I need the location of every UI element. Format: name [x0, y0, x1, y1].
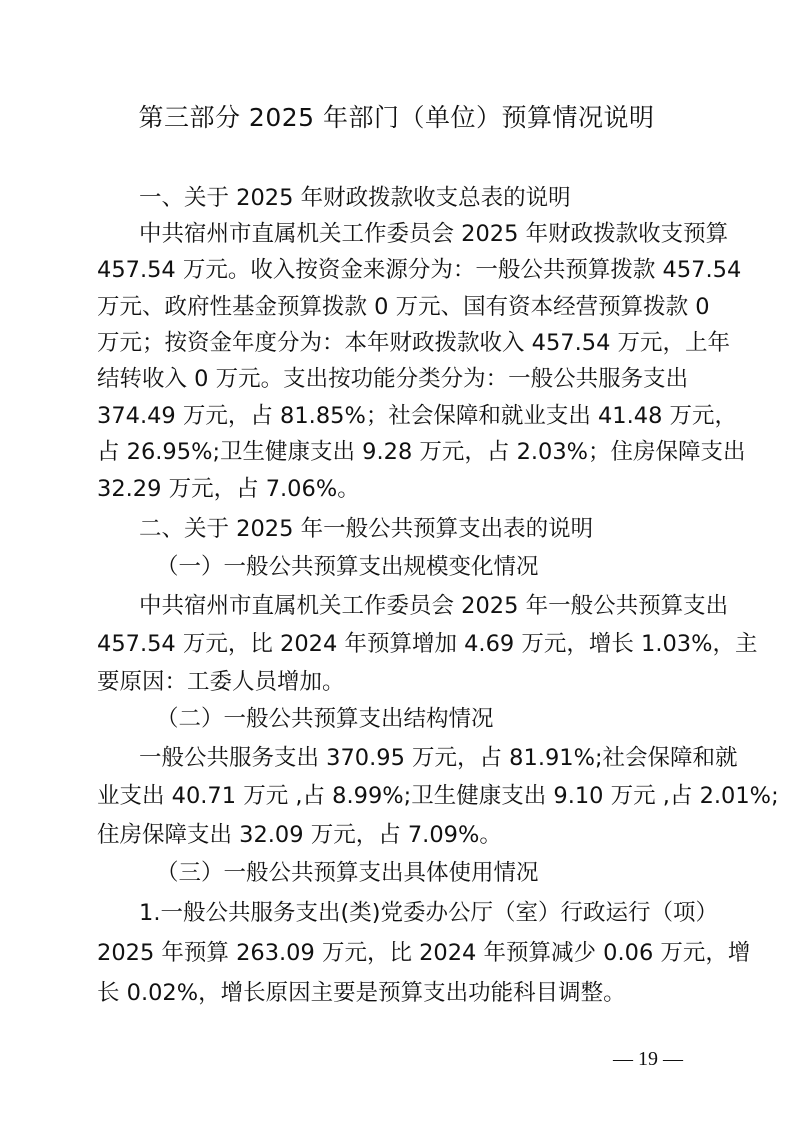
subsection-heading-1: （一）一般公共预算支出规模变化情况 [156, 554, 539, 580]
paragraph-line: 457.54 万元。收入按资金来源分为：一般公共预算拨款 457.54 [97, 257, 742, 283]
paragraph-line: 住房保障支出 32.09 万元，占 7.09%。 [97, 822, 502, 848]
paragraph-line: 万元；按资金年度分为：本年财政拨款收入 457.54 万元，上年 [97, 330, 731, 356]
paragraph-line: 中共宿州市直属机关工作委员会 2025 年一般公共预算支出 [139, 593, 729, 619]
paragraph-line: 32.29 万元，占 7.06%。 [97, 476, 360, 502]
page-number: — 19 — [613, 1048, 683, 1070]
subsection-heading-3: （三）一般公共预算支出具体使用情况 [156, 860, 539, 886]
paragraph-line: 要原因：工委人员增加。 [97, 669, 345, 695]
paragraph-line: 1.一般公共服务支出(类)党委办公厅（室）行政运行（项） [139, 900, 719, 926]
paragraph-line: 中共宿州市直属机关工作委员会 2025 年财政拨款收支预算 [139, 221, 729, 247]
paragraph-line: 一般公共服务支出 370.95 万元，占 81.91%;社会保障和就 [139, 745, 738, 771]
paragraph-line: 长 0.02%，增长原因主要是预算支出功能科目调整。 [97, 980, 626, 1006]
paragraph-line: 结转收入 0 万元。支出按功能分类分为：一般公共服务支出 [97, 366, 689, 392]
section-heading-2: 二、关于 2025 年一般公共预算支出表的说明 [139, 516, 594, 542]
paragraph-line: 374.49 万元，占 81.85%；社会保障和就业支出 41.48 万元， [97, 403, 738, 429]
subsection-heading-2: （二）一般公共预算支出结构情况 [156, 706, 494, 732]
paragraph-line: 万元、政府性基金预算拨款 0 万元、国有资本经营预算拨款 0 [97, 294, 710, 320]
paragraph-line: 业支出 40.71 万元 ,占 8.99%;卫生健康支出 9.10 万元 ,占 2.01%; [97, 783, 779, 809]
section-heading-1: 一、关于 2025 年财政拨款收支总表的说明 [139, 185, 571, 211]
paragraph-line: 占 26.95%;卫生健康支出 9.28 万元，占 2.03%；住房保障支出 [97, 439, 746, 465]
paragraph-line: 2025 年预算 263.09 万元，比 2024 年预算减少 0.06 万元，增 [97, 940, 751, 966]
paragraph-line: 457.54 万元，比 2024 年预算增加 4.69 万元，增长 1.03%，主 [97, 631, 758, 657]
page-title: 第三部分 2025 年部门（单位）预算情况说明 [138, 103, 655, 132]
